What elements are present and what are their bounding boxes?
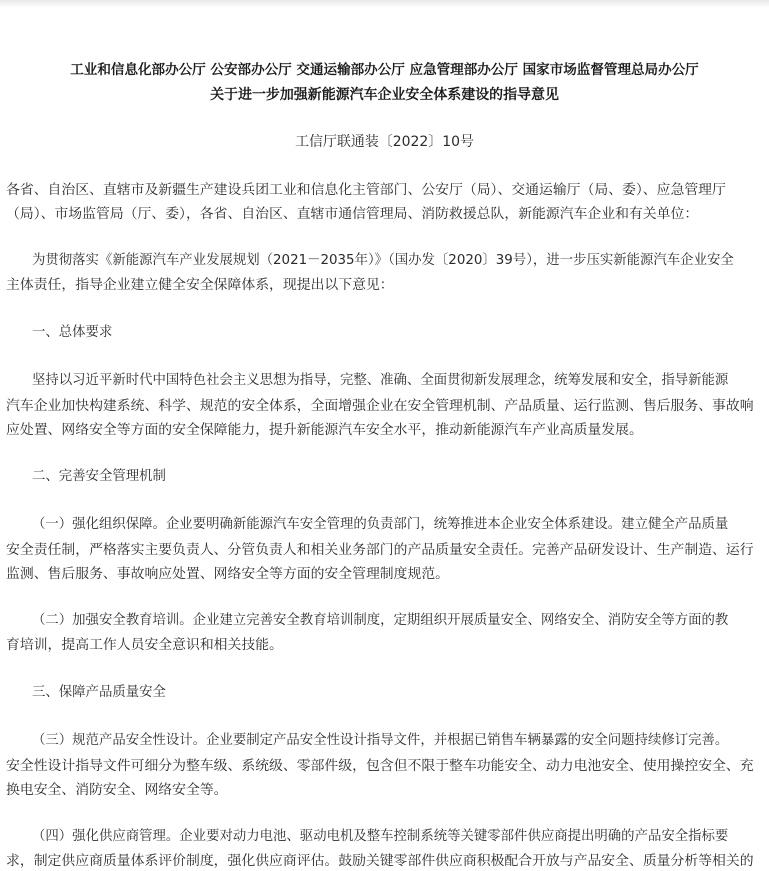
section-1-line-3: 应处置、网络安全等方面的安全保障能力，提升新能源汽车安全水平，推动新能源汽车产业高质量发展。 bbox=[6, 422, 643, 438]
item-4-line-2: 求，制定供应商质量体系评价制度，强化供应商评估。鼓励关键零部件供应商积极配合开放与产品安全、质量分析等相关的 bbox=[6, 853, 754, 869]
item-1-line-3: 监测、售后服务、事故响应处置、网络安全等方面的安全管理制度规范。 bbox=[6, 566, 450, 582]
item-2-line-2: 育培训，提高工作人员安全意识和相关技能。 bbox=[6, 637, 283, 653]
issuing-departments: 工业和信息化部办公厅 公安部办公厅 交通运输部办公厅 应急管理部办公厅 国家市场监督管理总局办公厅 bbox=[70, 62, 699, 78]
item-4-line-1: （四）强化供应商管理。企业要对动力电池、驱动电机及整车控制系统等关键零部件供应商提出明确的产品安全指标要 bbox=[32, 829, 729, 844]
intro-line-1: 为贯彻落实《新能源汽车产业发展规划（2021－2035年）》（国办发〔2020〕39号），进一步压实新能源汽车企业安全 bbox=[32, 253, 734, 268]
section-2-heading: 二、完善安全管理机制 bbox=[32, 469, 166, 484]
section-3-heading: 三、保障产品质量安全 bbox=[32, 685, 166, 700]
item-3-line-2: 安全性设计指导文件可细分为整车级、系统级、零部件级，包含但不限于整车功能安全、动力电池安全、使用操控安全、充 bbox=[6, 758, 754, 774]
item-2-line-1: （二）加强安全教育培训。企业建立完善安全教育培训制度，定期组织开展质量安全、网络安全、消防安全等方面的教 bbox=[32, 613, 729, 628]
recipients-line-1: 各省、自治区、直辖市及新疆生产建设兵团工业和信息化主管部门、公安厅（局）、交通运输厅（局、委）、应急管理厅 bbox=[6, 182, 726, 198]
intro-line-2: 主体责任，指导企业建立健全安全保障体系，现提出以下意见： bbox=[6, 277, 394, 293]
section-1-heading: 一、总体要求 bbox=[32, 325, 113, 340]
item-1-line-1: （一）强化组织保障。企业要明确新能源汽车安全管理的负责部门，统筹推进本企业安全体系建设。建立健全产品质量 bbox=[32, 517, 729, 532]
recipients-line-2: （局）、市场监管局（厅、委），各省、自治区、直辖市通信管理局、消防救援总队，新能源汽车企业和有关单位： bbox=[6, 206, 699, 222]
item-3-line-1: （三）规范产品安全性设计。企业要制定产品安全性设计指导文件，并根据已销售车辆暴露的安全问题持续修订完善。 bbox=[32, 733, 729, 748]
document-title: 关于进一步加强新能源汽车企业安全体系建设的指导意见 bbox=[210, 87, 559, 103]
item-3-line-3: 换电安全、消防安全、网络安全等。 bbox=[6, 782, 228, 798]
document-number: 工信厅联通装〔2022〕10号 bbox=[295, 134, 474, 150]
section-1-line-2: 汽车企业加快构建系统、科学、规范的安全体系，全面增强企业在安全管理机制、产品质量、运行监测、售后服务、事故响 bbox=[6, 398, 754, 414]
section-1-line-1: 坚持以习近平新时代中国特色社会主义思想为指导，完整、准确、全面贯彻新发展理念，统筹发展和安全，指导新能源 bbox=[32, 373, 729, 388]
top-edge-shadow bbox=[0, 0, 769, 8]
item-1-line-2: 安全责任制，严格落实主要负责人、分管负责人和相关业务部门的产品质量安全责任。完善产品研发设计、生产制造、运行 bbox=[6, 542, 754, 558]
